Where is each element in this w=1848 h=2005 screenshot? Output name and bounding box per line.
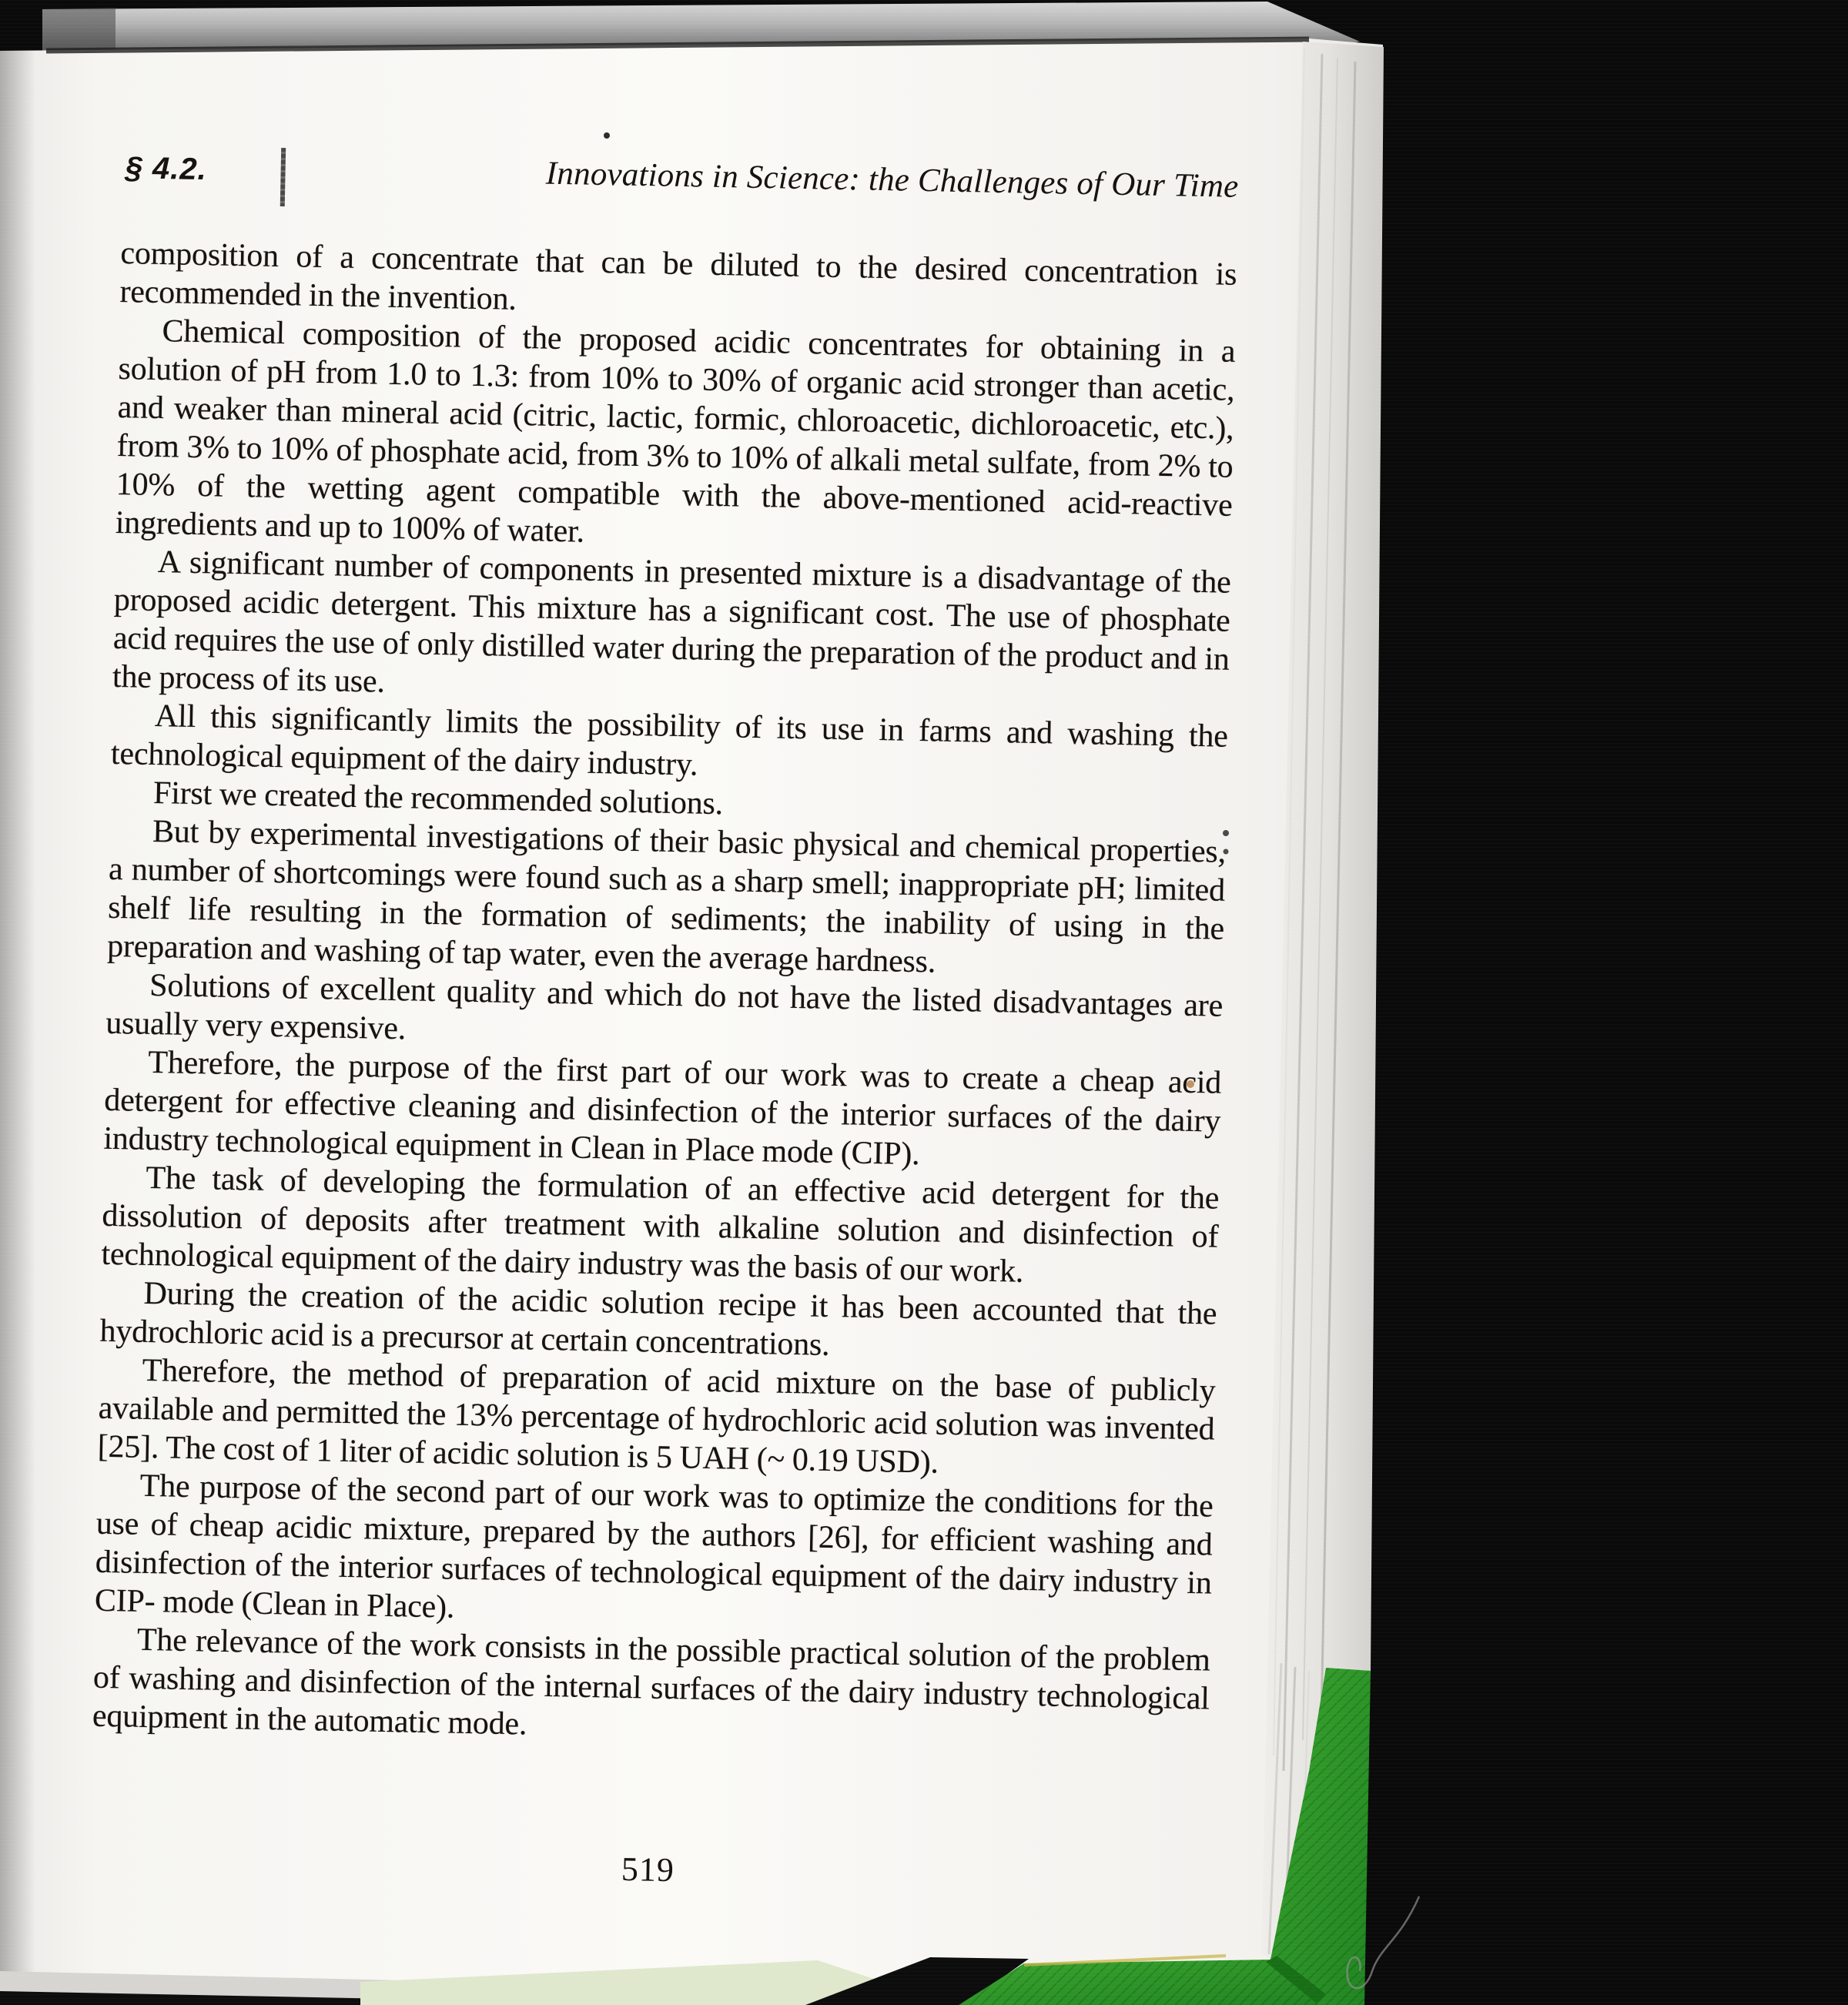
paragraph: The purpose of the second part of our work was to optimize the conditions for the use of cheap acidic mixture, prepared by the authors [26], for efficient washing and disinfection of the interior surfaces of technological equipment of the dairy industry in CIP- mode (Clean in Place). — [94, 1468, 1214, 1625]
page-number: 519 — [621, 1849, 675, 1890]
section-label: § 4.2. — [125, 151, 208, 187]
paragraph: First we created the recommended solutions. — [152, 775, 724, 822]
paragraph: A significant number of components in presented mixture is a disadvantage of the proposed acidic detergent. This mixture has a significant cost. The use of phosphate acid requires the use of only distilled water during the preparation of the product and in the process of its use. — [112, 544, 1232, 700]
page-content — [92, 111, 1240, 1890]
running-title: Innovations in Science: the Challenges of Our Time — [545, 155, 1239, 205]
page-header — [121, 111, 1240, 256]
paragraph: Chemical composition of the proposed acidic concentrates for obtaining in a solution of pH from 1.0 to 1.3: from 10% to 30% of organic acid stronger than acetic, and weaker than mineral acid (citric, lactic, formic, chloroacetic, dichloroacetic, etc.), from 3% to 10% of phosphate acid, from 3% to 10% of alkali metal sulfate, from 2% to 10% of the wetting agent compatible with the above-mentioned acid-reactive ingredients and up to 100% of water. — [115, 313, 1236, 550]
body-text — [92, 234, 1237, 1756]
paragraph: But by experimental investigations of their basic physical and chemical properties, a number of shortcomings were found such as a sharp smell; inappropriate pH; limited shelf life resulting in the formation of sediments; the inability of using in the preparation and washing of tap water, even the average hardness. — [106, 813, 1227, 980]
paragraph: The task of developing the formulation of an effective acid detergent for the dissolution of deposits after treatment with alkaline solution and disinfection of technological equipment of the dairy industry was the basis of our work. — [101, 1160, 1220, 1290]
paragraph: During the creation of the acidic solution recipe it has been accounted that the hydrochloric acid is a precursor at certain concentrations. — [99, 1275, 1217, 1363]
header-divider-bar — [280, 148, 286, 206]
paragraph: The relevance of the work consists in the possible practical solution of the problem of washing and disinfection of the internal surfaces of the dairy industry technological equipment in the automatic mode. — [92, 1622, 1211, 1742]
paragraph: All this significantly limits the possibility of its use in farms and washing the technological equipment of the dairy industry. — [110, 698, 1229, 783]
paragraph: Therefore, the method of preparation of acid mixture on the base of publicly available and permitted the 13% percentage of hydrochloric acid solution was invented [25]. The cost of 1 liter of acidic solution is 5 UAH (~ 0.19 USD). — [97, 1352, 1216, 1481]
paragraph: Therefore, the purpose of the first part of our work was to create a cheap acid detergent for effective cleaning and disinfection of the interior surfaces of the dairy industry technological equipment in Clean in Place mode (CIP). — [103, 1044, 1222, 1173]
paragraph: composition of a concentrate that can be diluted to the desired concentration is recommended in the invention. — [119, 236, 1237, 317]
paragraph: Solutions of excellent quality and which do not have the listed disadvantages are usually very expensive. — [105, 967, 1224, 1047]
